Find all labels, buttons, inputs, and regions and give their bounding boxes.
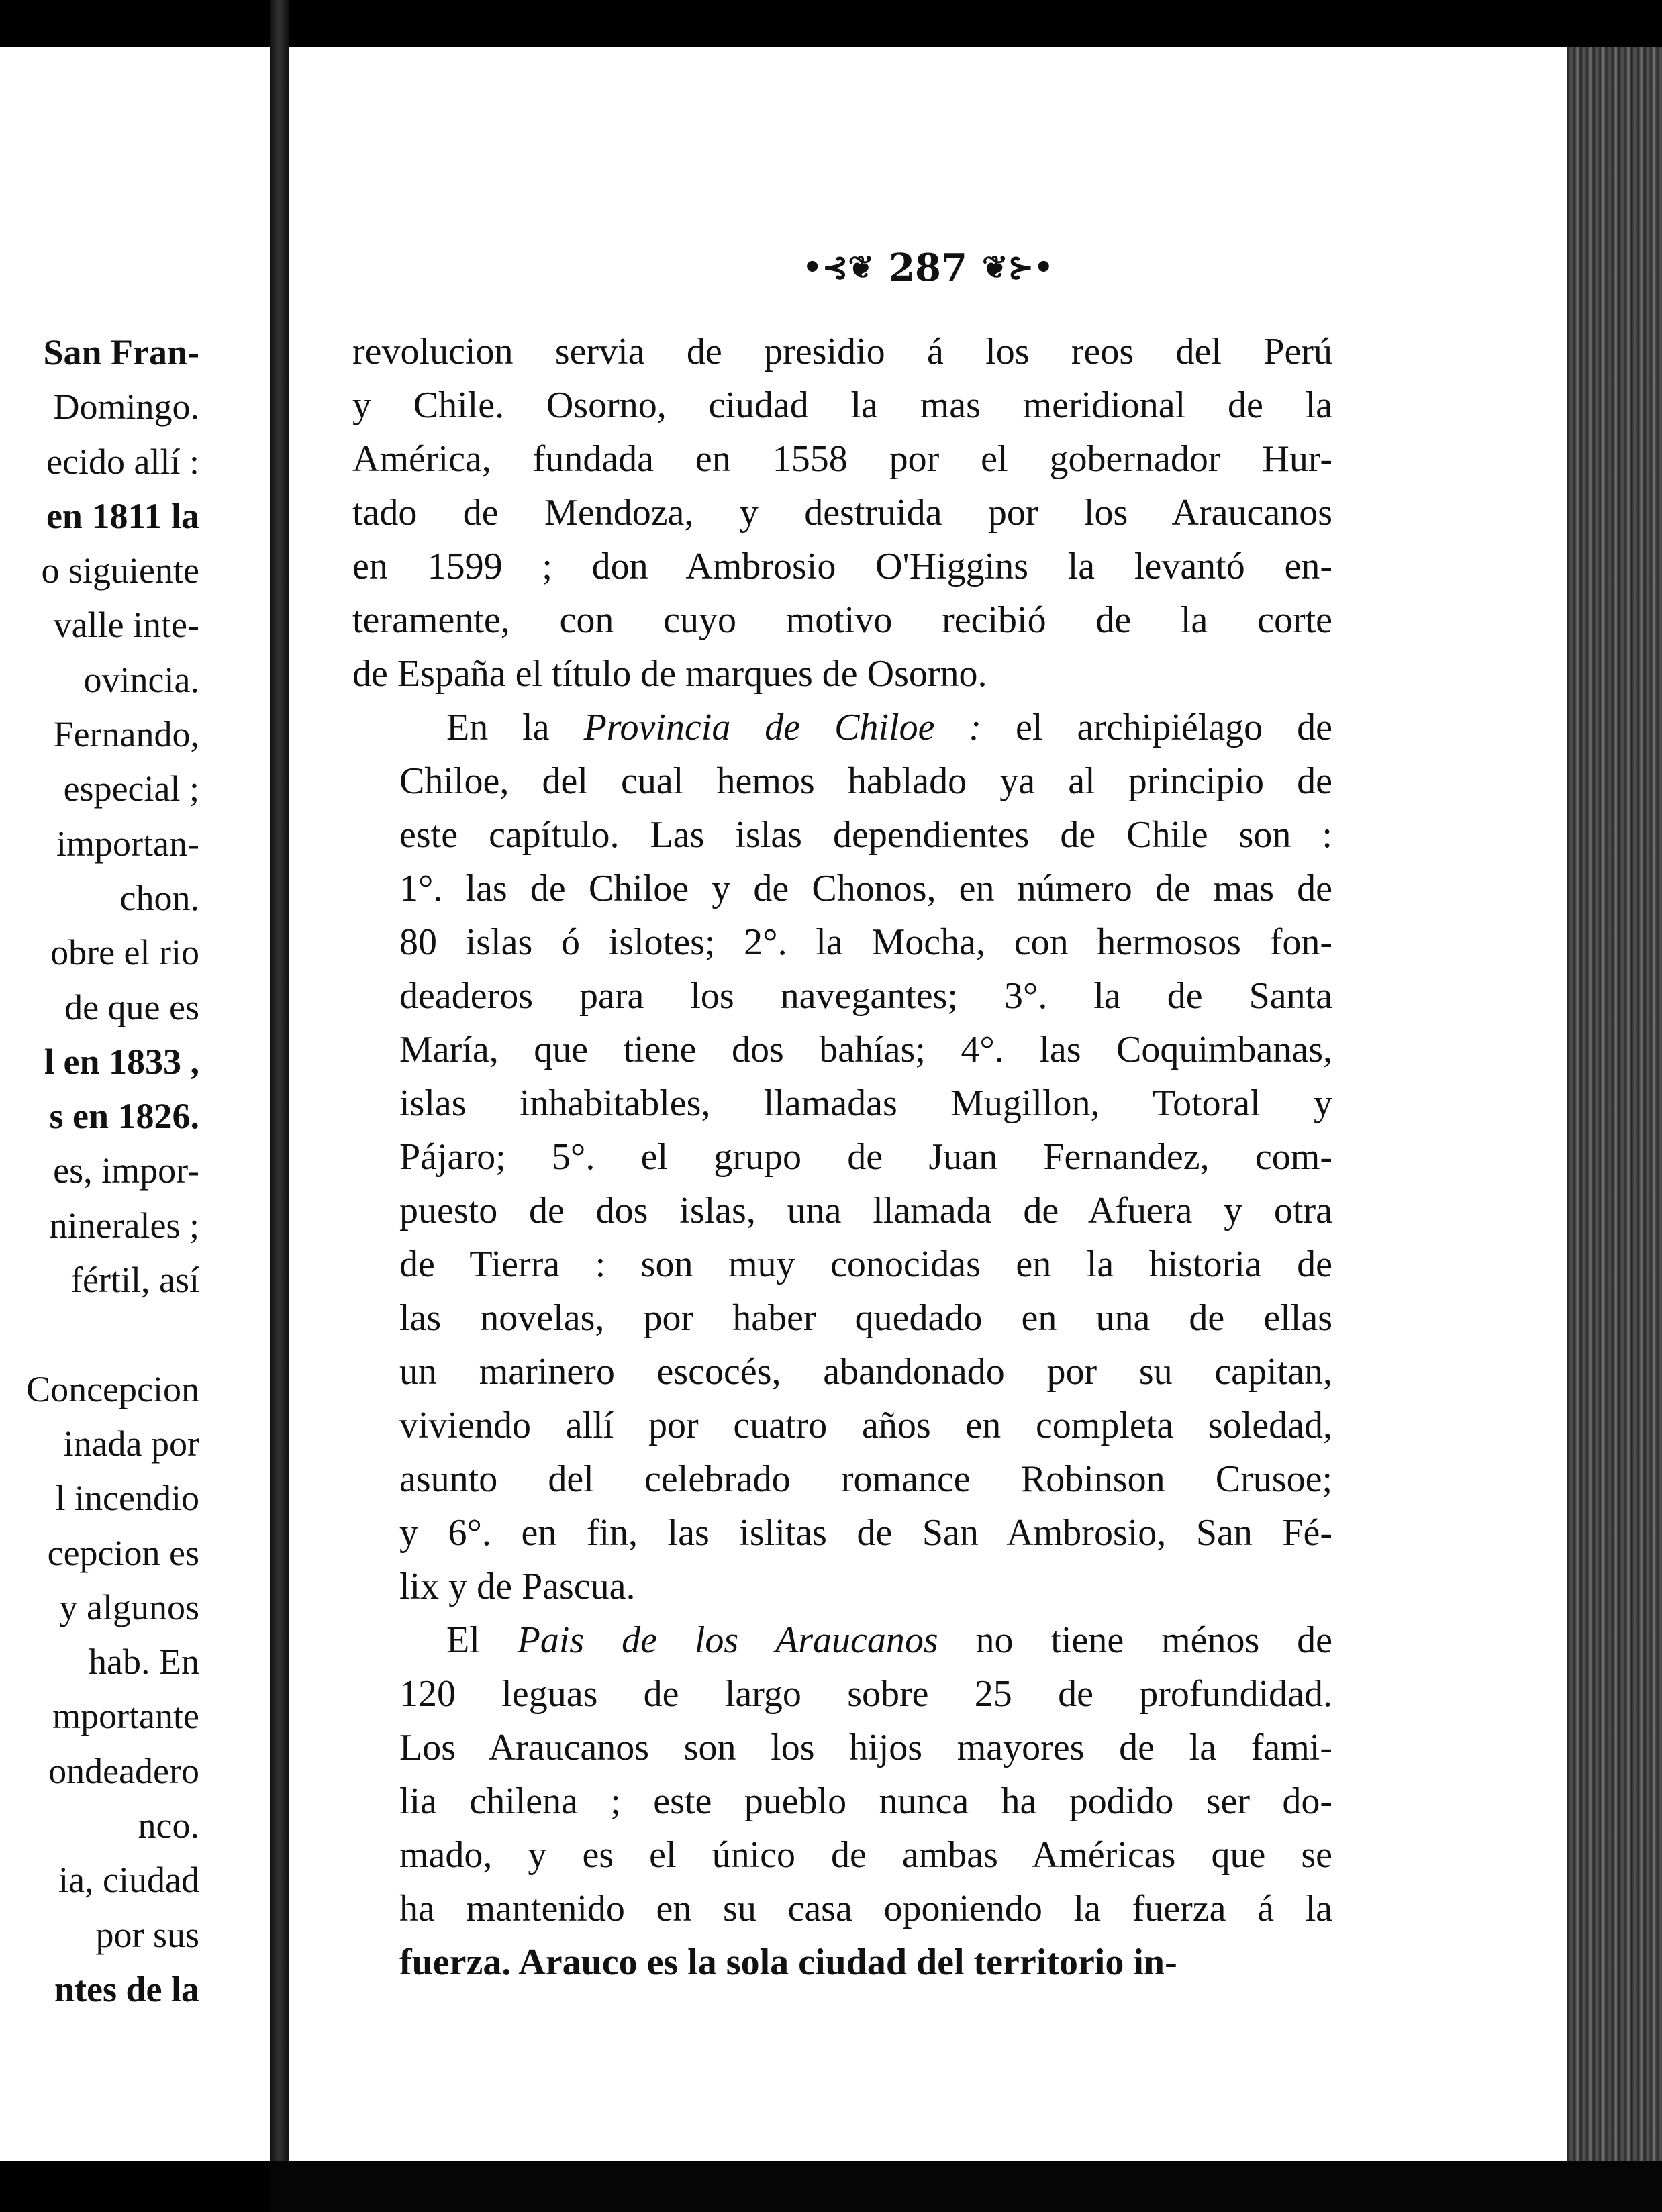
text-run: asunto del celebrado romance Robinson Crusoe;	[399, 1458, 1332, 1500]
text-run: lia chilena ; este pueblo nunca ha podido ser do-	[399, 1780, 1332, 1822]
text-run: 1°. las de Chiloe y de Chonos, en número de mas de	[399, 868, 1332, 909]
text-run: María, que tiene dos bahías; 4°. las Coquimbanas,	[399, 1029, 1332, 1070]
text-line	[352, 1613, 1332, 1667]
text-run: viviendo allí por cuatro años en completa soledad,	[399, 1405, 1332, 1446]
text-run: de Tierra : son muy conocidas en la historia de	[399, 1244, 1332, 1285]
previous-page-line: ovincia.	[83, 659, 199, 700]
text-run: 80 islas ó islotes; 2°. la Mocha, con hermosos fon-	[399, 921, 1332, 963]
previous-page-line: ntes de la	[54, 1968, 199, 2009]
text-run: ha mantenido en su casa oponiendo la fuerza á la	[399, 1888, 1332, 1929]
text-line	[352, 540, 1332, 593]
text-line	[352, 1184, 1332, 1238]
text-run: América, fundada en 1558 por el gobernador Hur-	[352, 438, 1332, 480]
page-number: 287	[889, 246, 967, 290]
previous-page-line: ia, ciudad	[58, 1860, 199, 1901]
text-line	[352, 1076, 1332, 1130]
previous-page-line: es, impor-	[53, 1150, 199, 1191]
text-line	[352, 1506, 1332, 1560]
text-line	[352, 1452, 1332, 1506]
text-line	[352, 701, 1332, 754]
previous-page-line: importan-	[56, 823, 199, 864]
text-run: En la	[446, 707, 584, 748]
previous-page-line: Concepcion	[26, 1368, 199, 1409]
text-run: un marinero escocés, abandonado por su capitan,	[399, 1351, 1332, 1393]
previous-page-line: chon.	[119, 877, 199, 918]
previous-page-line: y algunos	[59, 1587, 199, 1627]
previous-page-line: en 1811 la	[46, 495, 199, 536]
previous-page-line: l en 1833 ,	[44, 1041, 199, 1082]
text-line	[352, 1238, 1332, 1291]
scan-top-border	[0, 0, 1662, 47]
text-line	[352, 1936, 1332, 1989]
text-run: Pájaro; 5°. el grupo de Juan Fernandez, com-	[399, 1136, 1332, 1178]
previous-page-line: nco.	[138, 1805, 199, 1846]
text-run: deaderos para los navegantes; 3°. la de Santa	[399, 975, 1332, 1017]
previous-page-line: valle inte-	[53, 605, 199, 646]
text-line	[352, 379, 1332, 432]
text-run: en 1599 ; don Ambrosio O'Higgins la levantó en-	[352, 546, 1332, 587]
text-run: tado de Mendoza, y destruida por los Araucanos	[352, 492, 1332, 534]
text-run: las novelas, por haber quedado en una de ellas	[399, 1297, 1332, 1339]
text-run: puesto de dos islas, una llamada de Afuera y otra	[399, 1190, 1332, 1231]
ornament-right-icon: ❦⊱•	[981, 249, 1054, 285]
page-header	[289, 246, 1567, 290]
text-run: Los Araucanos son los hijos mayores de la fami-	[399, 1727, 1332, 1768]
previous-page-line: especial ;	[63, 768, 199, 809]
text-line	[352, 1882, 1332, 1936]
body-text	[352, 325, 1332, 1989]
text-line	[352, 1023, 1332, 1076]
text-line	[352, 325, 1332, 379]
text-line	[352, 1345, 1332, 1399]
previous-page-lines	[0, 325, 270, 2017]
text-run: El	[446, 1619, 518, 1661]
text-run: y 6°. en fin, las islitas de San Ambrosio, San Fé-	[399, 1512, 1332, 1554]
text-run: y Chile. Osorno, ciudad la mas meridional de la	[352, 385, 1332, 426]
previous-page-line: de que es	[64, 987, 199, 1027]
text-line	[352, 1721, 1332, 1774]
text-line	[352, 969, 1332, 1023]
ornament-left-icon: •⊰❦	[802, 249, 875, 285]
text-run: el archipiélago de	[981, 707, 1333, 748]
page-stack-edge	[1567, 47, 1662, 2161]
text-line	[352, 1399, 1332, 1452]
text-run: lix y de Pascua.	[399, 1566, 636, 1607]
paragraph	[352, 1613, 1332, 1989]
text-run: fuerza. Arauco es la sola ciudad del territorio in-	[399, 1942, 1177, 1983]
previous-page-line: fértil, así	[70, 1260, 199, 1301]
previous-page-line: o siguiente	[41, 550, 199, 591]
text-line	[352, 1828, 1332, 1882]
text-run: Chiloe, del cual hemos hablado ya al principio de	[399, 760, 1332, 802]
text-line	[352, 915, 1332, 969]
italic-phrase: Provincia de Chiloe :	[583, 707, 982, 748]
previous-page-fragment	[0, 47, 270, 2161]
text-line	[352, 432, 1332, 486]
paragraph	[352, 325, 1332, 701]
text-line	[352, 862, 1332, 915]
text-line	[352, 593, 1332, 647]
text-line	[352, 1130, 1332, 1184]
previous-page-line: San Fran-	[43, 332, 199, 372]
text-line	[352, 647, 1332, 701]
text-line	[352, 1560, 1332, 1613]
text-run: islas inhabitables, llamadas Mugillon, Totoral y	[399, 1083, 1332, 1124]
text-run: de España el título de marques de Osorno.	[352, 653, 987, 695]
text-line	[352, 1667, 1332, 1721]
scan-bottom-border	[270, 2161, 1662, 2212]
text-line	[352, 754, 1332, 808]
previous-page-line: mportante	[52, 1696, 199, 1737]
previous-page-line: cepcion es	[47, 1532, 199, 1573]
text-run: este capítulo. Las islas dependientes de Chile son :	[399, 814, 1332, 856]
text-run: teramente, con cuyo motivo recibió de la corte	[352, 599, 1332, 641]
previous-page-line	[0, 1307, 270, 1362]
book-gutter	[270, 0, 289, 2212]
previous-page-line: ecido allí :	[46, 441, 199, 482]
text-line	[352, 486, 1332, 540]
text-run: revolucion servia de presidio á los reos del Perú	[352, 331, 1332, 372]
previous-page-line: Domingo.	[53, 387, 199, 428]
previous-page-line: por sus	[95, 1914, 199, 1955]
text-line	[352, 1774, 1332, 1828]
text-run: mado, y es el único de ambas Américas que se	[399, 1834, 1332, 1876]
previous-page-line: hab. En	[89, 1642, 199, 1682]
text-run: no tiene ménos de	[938, 1619, 1333, 1661]
paragraph	[352, 701, 1332, 1613]
previous-page-line: s en 1826.	[49, 1096, 199, 1137]
text-line	[352, 1291, 1332, 1345]
book-page	[289, 47, 1567, 2161]
italic-phrase: Pais de los Araucanos	[517, 1619, 938, 1661]
previous-page-line: l incendio	[55, 1478, 199, 1519]
previous-page-line: inada por	[63, 1423, 199, 1464]
text-run: 120 leguas de largo sobre 25 de profundidad.	[399, 1673, 1332, 1715]
previous-page-line: ninerales ;	[49, 1205, 199, 1246]
previous-page-line: obre el rio	[50, 932, 199, 973]
previous-page-line: Fernando,	[53, 714, 199, 755]
previous-page-line: ondeadero	[48, 1750, 199, 1791]
text-line	[352, 808, 1332, 862]
